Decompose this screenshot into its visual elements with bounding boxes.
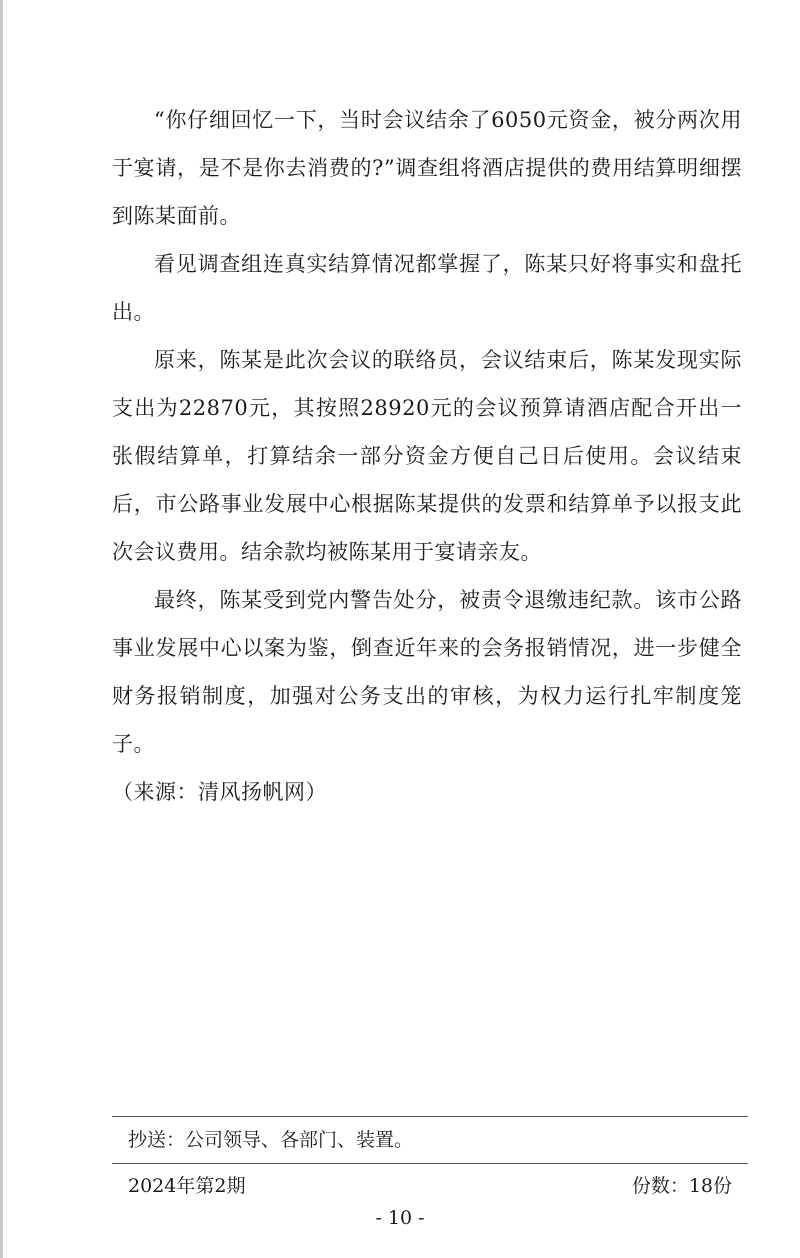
paragraph-3: 原来，陈某是此次会议的联络员，会议结束后，陈某发现实际支出为22870元，其按照28920元的会议预算请酒店配合开出一张假结算单，打算结余一部分资金方便自己日后使用。会议结束后，市公路事业发展中心根据陈某提供的发票和结算单予以报支此次会议费用。结余款均被陈某用于宴请亲友。 [112, 348, 742, 564]
paragraph-4: 最终，陈某受到党内警告处分，被责令退缴违纪款。该市公路事业发展中心以案为鉴，倒查近年来的会务报销情况，进一步健全财务报销制度，加强对公务支出的审核，为权力运行扎牢制度笼子。 [112, 588, 742, 756]
article-body [112, 96, 742, 816]
scan-edge-shadow [0, 0, 3, 1258]
source-note: （来源：清风扬帆网） [112, 780, 327, 804]
paragraph-2: 看见调查组连真实结算情况都掌握了，陈某只好将事实和盘托出。 [112, 252, 742, 324]
document-footer [112, 1116, 748, 1208]
issue-info-row [112, 1164, 748, 1208]
copy-count: 份数：18份 [631, 1175, 732, 1197]
issue-number: 2024年第2期 [128, 1175, 246, 1197]
cc-distribution: 抄送：公司领导、各部门、装置。 [128, 1129, 414, 1151]
page-number: - 10 - [375, 1207, 425, 1229]
paragraph-1: “你仔细回忆一下，当时会议结余了6050元资金，被分两次用于宴请，是不是你去消费的?”调查组将酒店提供的费用结算明细摆到陈某面前。 [112, 108, 742, 228]
